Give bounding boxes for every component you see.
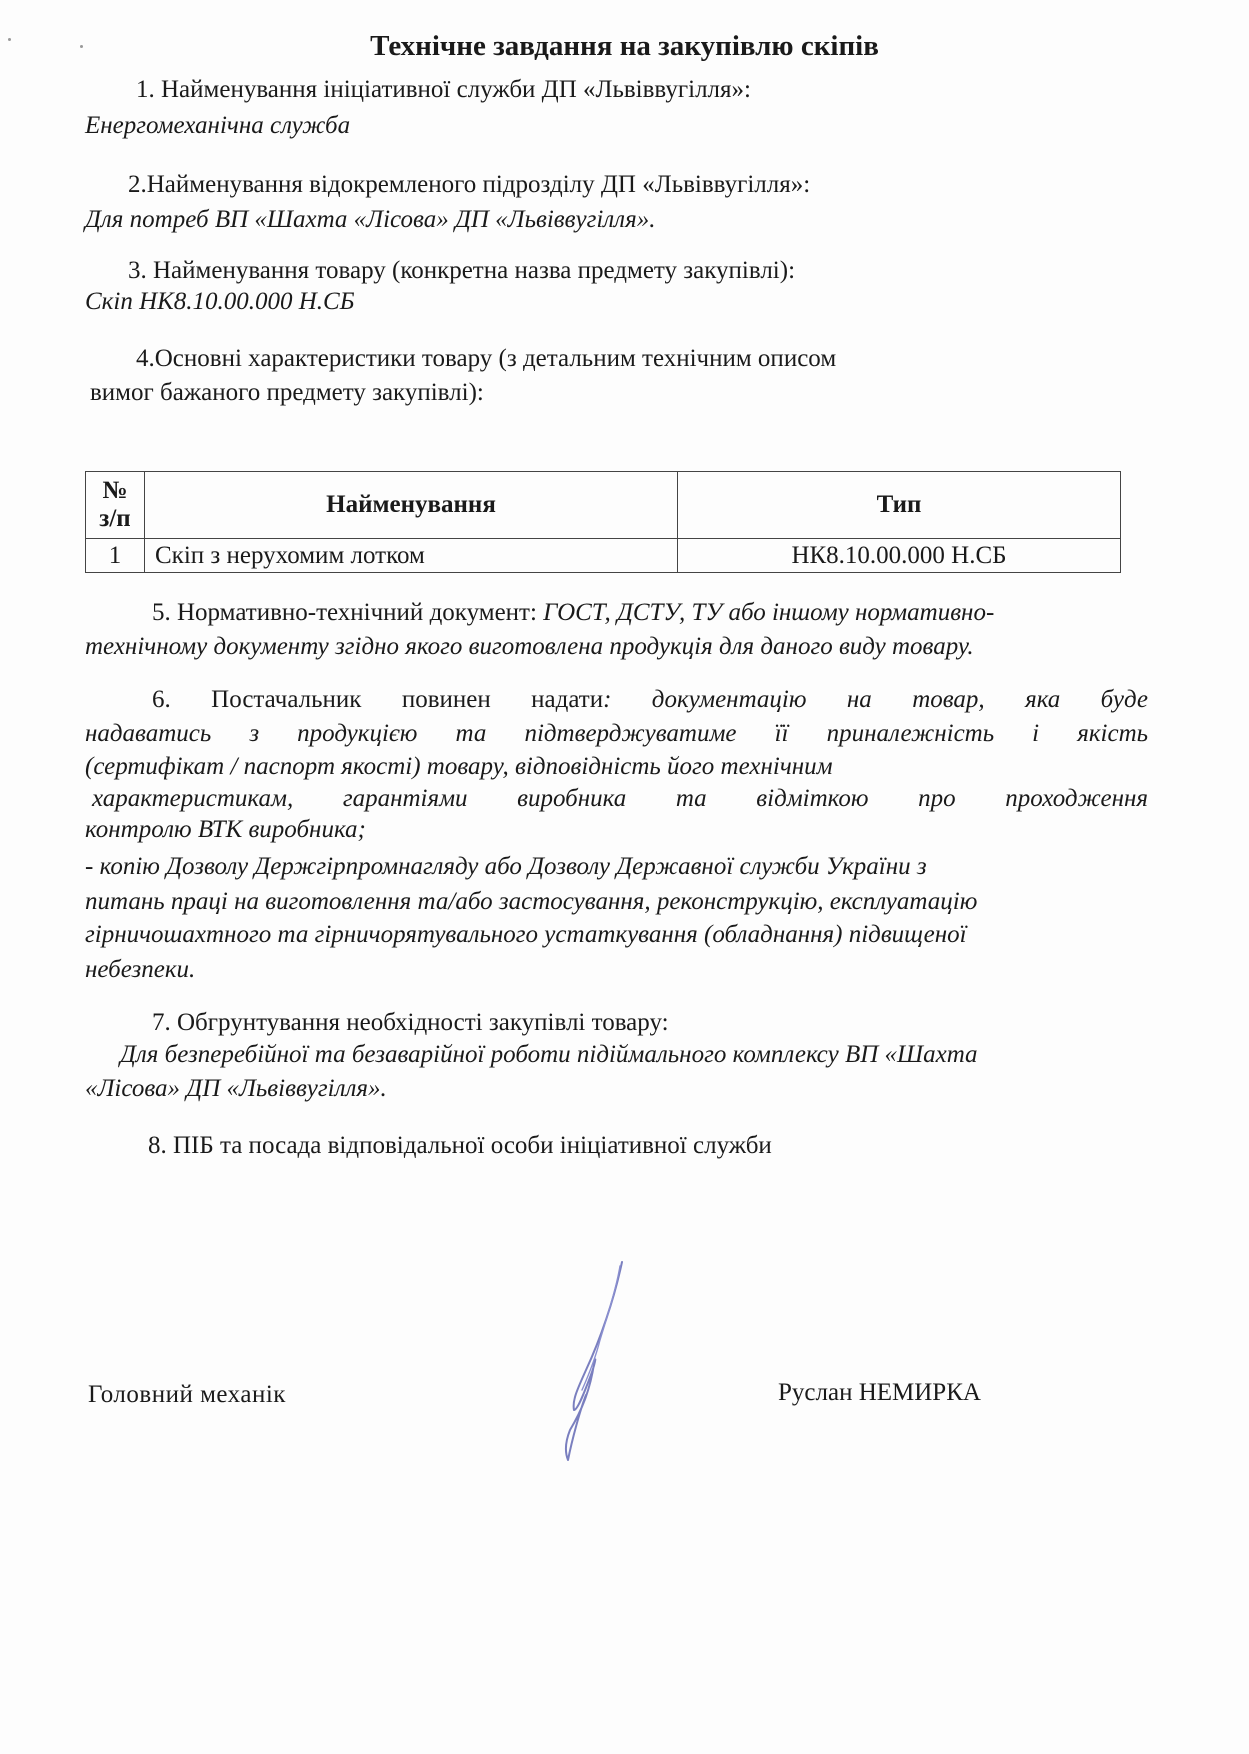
- section-7-heading: 7. Обгрунтування необхідності закупівлі товару:: [152, 1009, 669, 1036]
- section-3-value: Скіп НК8.10.00.000 Н.СБ: [85, 288, 355, 315]
- section-7-value-2: «Лісова» ДП «Львіввугілля».: [85, 1075, 387, 1102]
- section-6-line-7: питань праці на виготовлення та/або застосування, реконструкцію, експлуатацію: [85, 888, 978, 915]
- section-7-value-1: Для безперебійної та безаварійної роботи підіймального комплексу ВП «Шахта: [120, 1041, 978, 1068]
- column-header-type: Тип: [678, 472, 1121, 539]
- section-4-line-2: вимог бажаного предмету закупівлі):: [90, 379, 484, 406]
- section-1-heading: 1. Найменування ініціативної служби ДП «Львіввугілля»:: [136, 76, 751, 103]
- section-5-line-1: [152, 598, 994, 628]
- section-6-line-8: гірничошахтного та гірничорятувального устаткування (обладнання) підвищеної: [85, 921, 967, 948]
- column-header-number: № з/п: [86, 472, 145, 539]
- section-5-value: ГОСТ, ДСТУ, ТУ або іншому нормативно-: [543, 599, 995, 626]
- handwritten-signature: [556, 1260, 636, 1470]
- section-1-value: Енергомеханічна служба: [85, 112, 351, 139]
- column-header-name: Найменування: [145, 472, 678, 539]
- section-4-line-1: 4.Основні характеристики товару (з детальним технічним описом: [136, 345, 837, 372]
- section-6-line-4: характеристикам, гарантіями виробника та відміткою про проходження: [92, 785, 1148, 812]
- section-6-line-1: [152, 685, 1148, 715]
- signatory-position: Головний механік: [88, 1381, 286, 1408]
- section-6-line-6: - копію Дозволу Держгірпромнагляду або Дозволу Державної служби України з: [85, 853, 927, 880]
- cell-number: 1: [86, 539, 145, 573]
- cell-name: Скіп з нерухомим лотком: [145, 539, 678, 573]
- section-6-line-3: (сертифікат / паспорт якості) товару, відповідність його технічним: [85, 753, 833, 780]
- cell-type: НК8.10.00.000 Н.СБ: [678, 539, 1121, 573]
- section-2-value: Для потреб ВП «Шахта «Лісова» ДП «Львіввугілля».: [85, 206, 656, 233]
- section-2-heading: 2.Найменування відокремленого підрозділу ДП «Львіввугілля»:: [128, 171, 811, 198]
- section-5-line-2: технічному документу згідно якого виготовлена продукція для даного виду товару.: [85, 633, 974, 660]
- section-6-line-2: надаватись з продукцією та підтверджуватиме її приналежність і якість: [85, 720, 1148, 747]
- product-table: [85, 471, 1121, 573]
- section-6-text: : документацію на товар, яка буде: [603, 686, 1148, 713]
- section-6-label: 6. Постачальник повинен надати: [152, 686, 604, 713]
- signatory-name: Руслан НЕМИРКА: [778, 1379, 981, 1406]
- section-6-line-9: небезпеки.: [85, 956, 196, 983]
- section-3-heading: 3. Найменування товару (конкретна назва предмету закупівлі):: [128, 257, 796, 284]
- document-title: Технічне завдання на закупівлю скіпів: [370, 30, 879, 62]
- section-5-label: 5. Нормативно-технічний документ:: [152, 599, 544, 626]
- table-row: [86, 539, 1121, 573]
- section-8-heading: 8. ПІБ та посада відповідальної особи ініціативної служби: [148, 1132, 772, 1159]
- section-6-line-5: контролю ВТК виробника;: [85, 816, 366, 843]
- table-header-row: [86, 472, 1121, 539]
